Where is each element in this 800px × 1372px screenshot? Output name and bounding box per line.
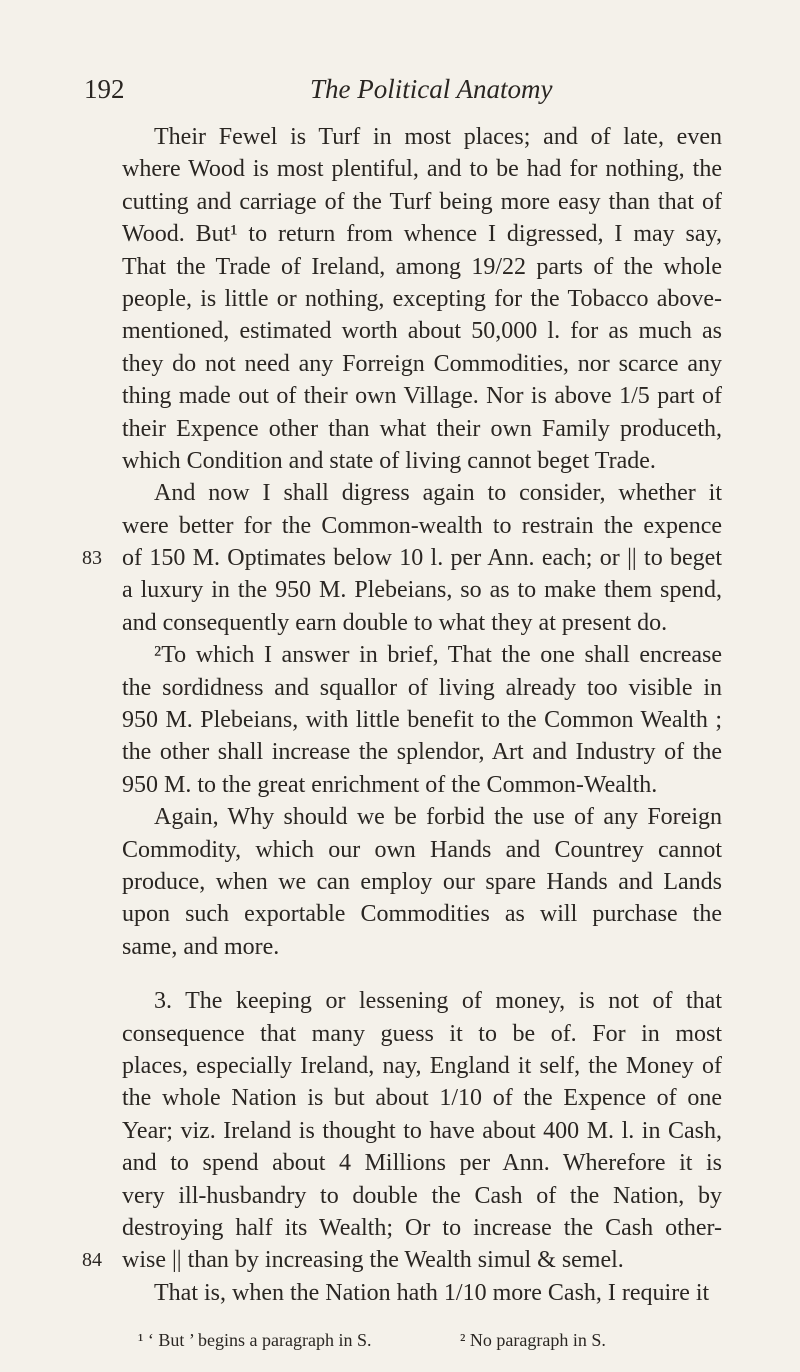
- text-line-with-margin-number: [82, 542, 722, 574]
- text-line: mentioned, estimated worth about 50,000 l. for as much as: [122, 318, 722, 345]
- footnote-2: ² No paragraph in S.: [460, 1330, 606, 1350]
- running-head: [0, 74, 800, 114]
- text-line: wise || than by increasing the Wealth simul & semel.: [122, 1247, 624, 1274]
- running-title: The Political Anatomy: [310, 74, 553, 104]
- text-line: places, especially Ireland, nay, England it self, the Money of: [122, 1052, 722, 1079]
- footnote-1: ¹ ‘ But ’ begins a paragraph in S.: [138, 1330, 372, 1350]
- text-line: their Expence other than what their own Family produceth,: [122, 415, 722, 442]
- text-line: Again, Why should we be forbid the use of any Foreign: [154, 804, 722, 831]
- text-line: 950 M. Plebeians, with little benefit to the Common Wealth ;: [122, 707, 722, 734]
- text-line: Their Fewel is Turf in most places; and of late, even: [154, 124, 722, 150]
- page-number: 192: [84, 74, 125, 104]
- text-line: where Wood is most plentiful, and to be had for nothing, the: [122, 156, 722, 183]
- text-line: of 150 M. Optimates below 10 l. per Ann. each; or || to beget: [122, 545, 722, 572]
- text-line: 3. The keeping or lessening of money, is not of that: [154, 988, 722, 1015]
- text-line: cutting and carriage of the Turf being more easy than that of: [122, 188, 722, 215]
- text-line: people, is little or nothing, excepting for the Tobacco above-: [122, 285, 722, 312]
- text-line: That the Trade of Ireland, among 19/22 parts of the whole: [122, 253, 722, 280]
- text-line: the other shall increase the splendor, Art and Industry of the: [122, 739, 722, 766]
- text-line: produce, when we can employ our spare Hands and Lands: [122, 868, 722, 895]
- text-line: 950 M. to the great enrichment of the Common-Wealth.: [122, 771, 658, 798]
- text-line: consequence that many guess it to be of. For in most: [122, 1020, 722, 1047]
- text-line: Commodity, which our own Hands and Countrey cannot: [122, 836, 722, 863]
- text-line: And now I shall digress again to consider, whether it: [154, 480, 722, 507]
- text-line: thing made out of their own Village. Nor is above 1/5 part of: [122, 383, 722, 410]
- text-line: Wood. But¹ to return from whence I digressed, I may say,: [122, 221, 722, 248]
- text-line: upon such exportable Commodities as will purchase the: [122, 901, 722, 928]
- margin-line-number: 83: [82, 547, 102, 570]
- text-line: and to spend about 4 Millions per Ann. Wherefore it is: [122, 1150, 722, 1177]
- body-text: [82, 121, 722, 1309]
- text-line: a luxury in the 950 M. Plebeians, so as to make them spend,: [122, 577, 722, 604]
- text-line: very ill-husbandry to double the Cash of the Nation, by: [122, 1182, 722, 1209]
- text-line: Year; viz. Ireland is thought to have about 400 M. l. in Cash,: [122, 1117, 722, 1144]
- text-line: same, and more.: [122, 933, 280, 960]
- text-line: destroying half its Wealth; Or to increase the Cash other-: [122, 1214, 722, 1241]
- text-line-with-margin-number: [82, 1244, 722, 1276]
- text-line: the sordidness and squallor of living already too visible in: [122, 674, 722, 701]
- text-line: That is, when the Nation hath 1/10 more Cash, I require it: [154, 1279, 710, 1306]
- text-line: the whole Nation is but about 1/10 of the Expence of one: [122, 1085, 722, 1112]
- text-line: were better for the Common-wealth to restrain the expence: [122, 512, 722, 539]
- text-line: they do not need any Forreign Commodities, nor scarce any: [122, 350, 722, 377]
- text-line: which Condition and state of living cannot beget Trade.: [122, 447, 656, 474]
- text-line: and consequently earn double to what they at present do.: [122, 609, 668, 636]
- text-line: ²To which I answer in brief, That the one shall encrease: [154, 642, 722, 669]
- margin-line-number: 84: [82, 1249, 102, 1272]
